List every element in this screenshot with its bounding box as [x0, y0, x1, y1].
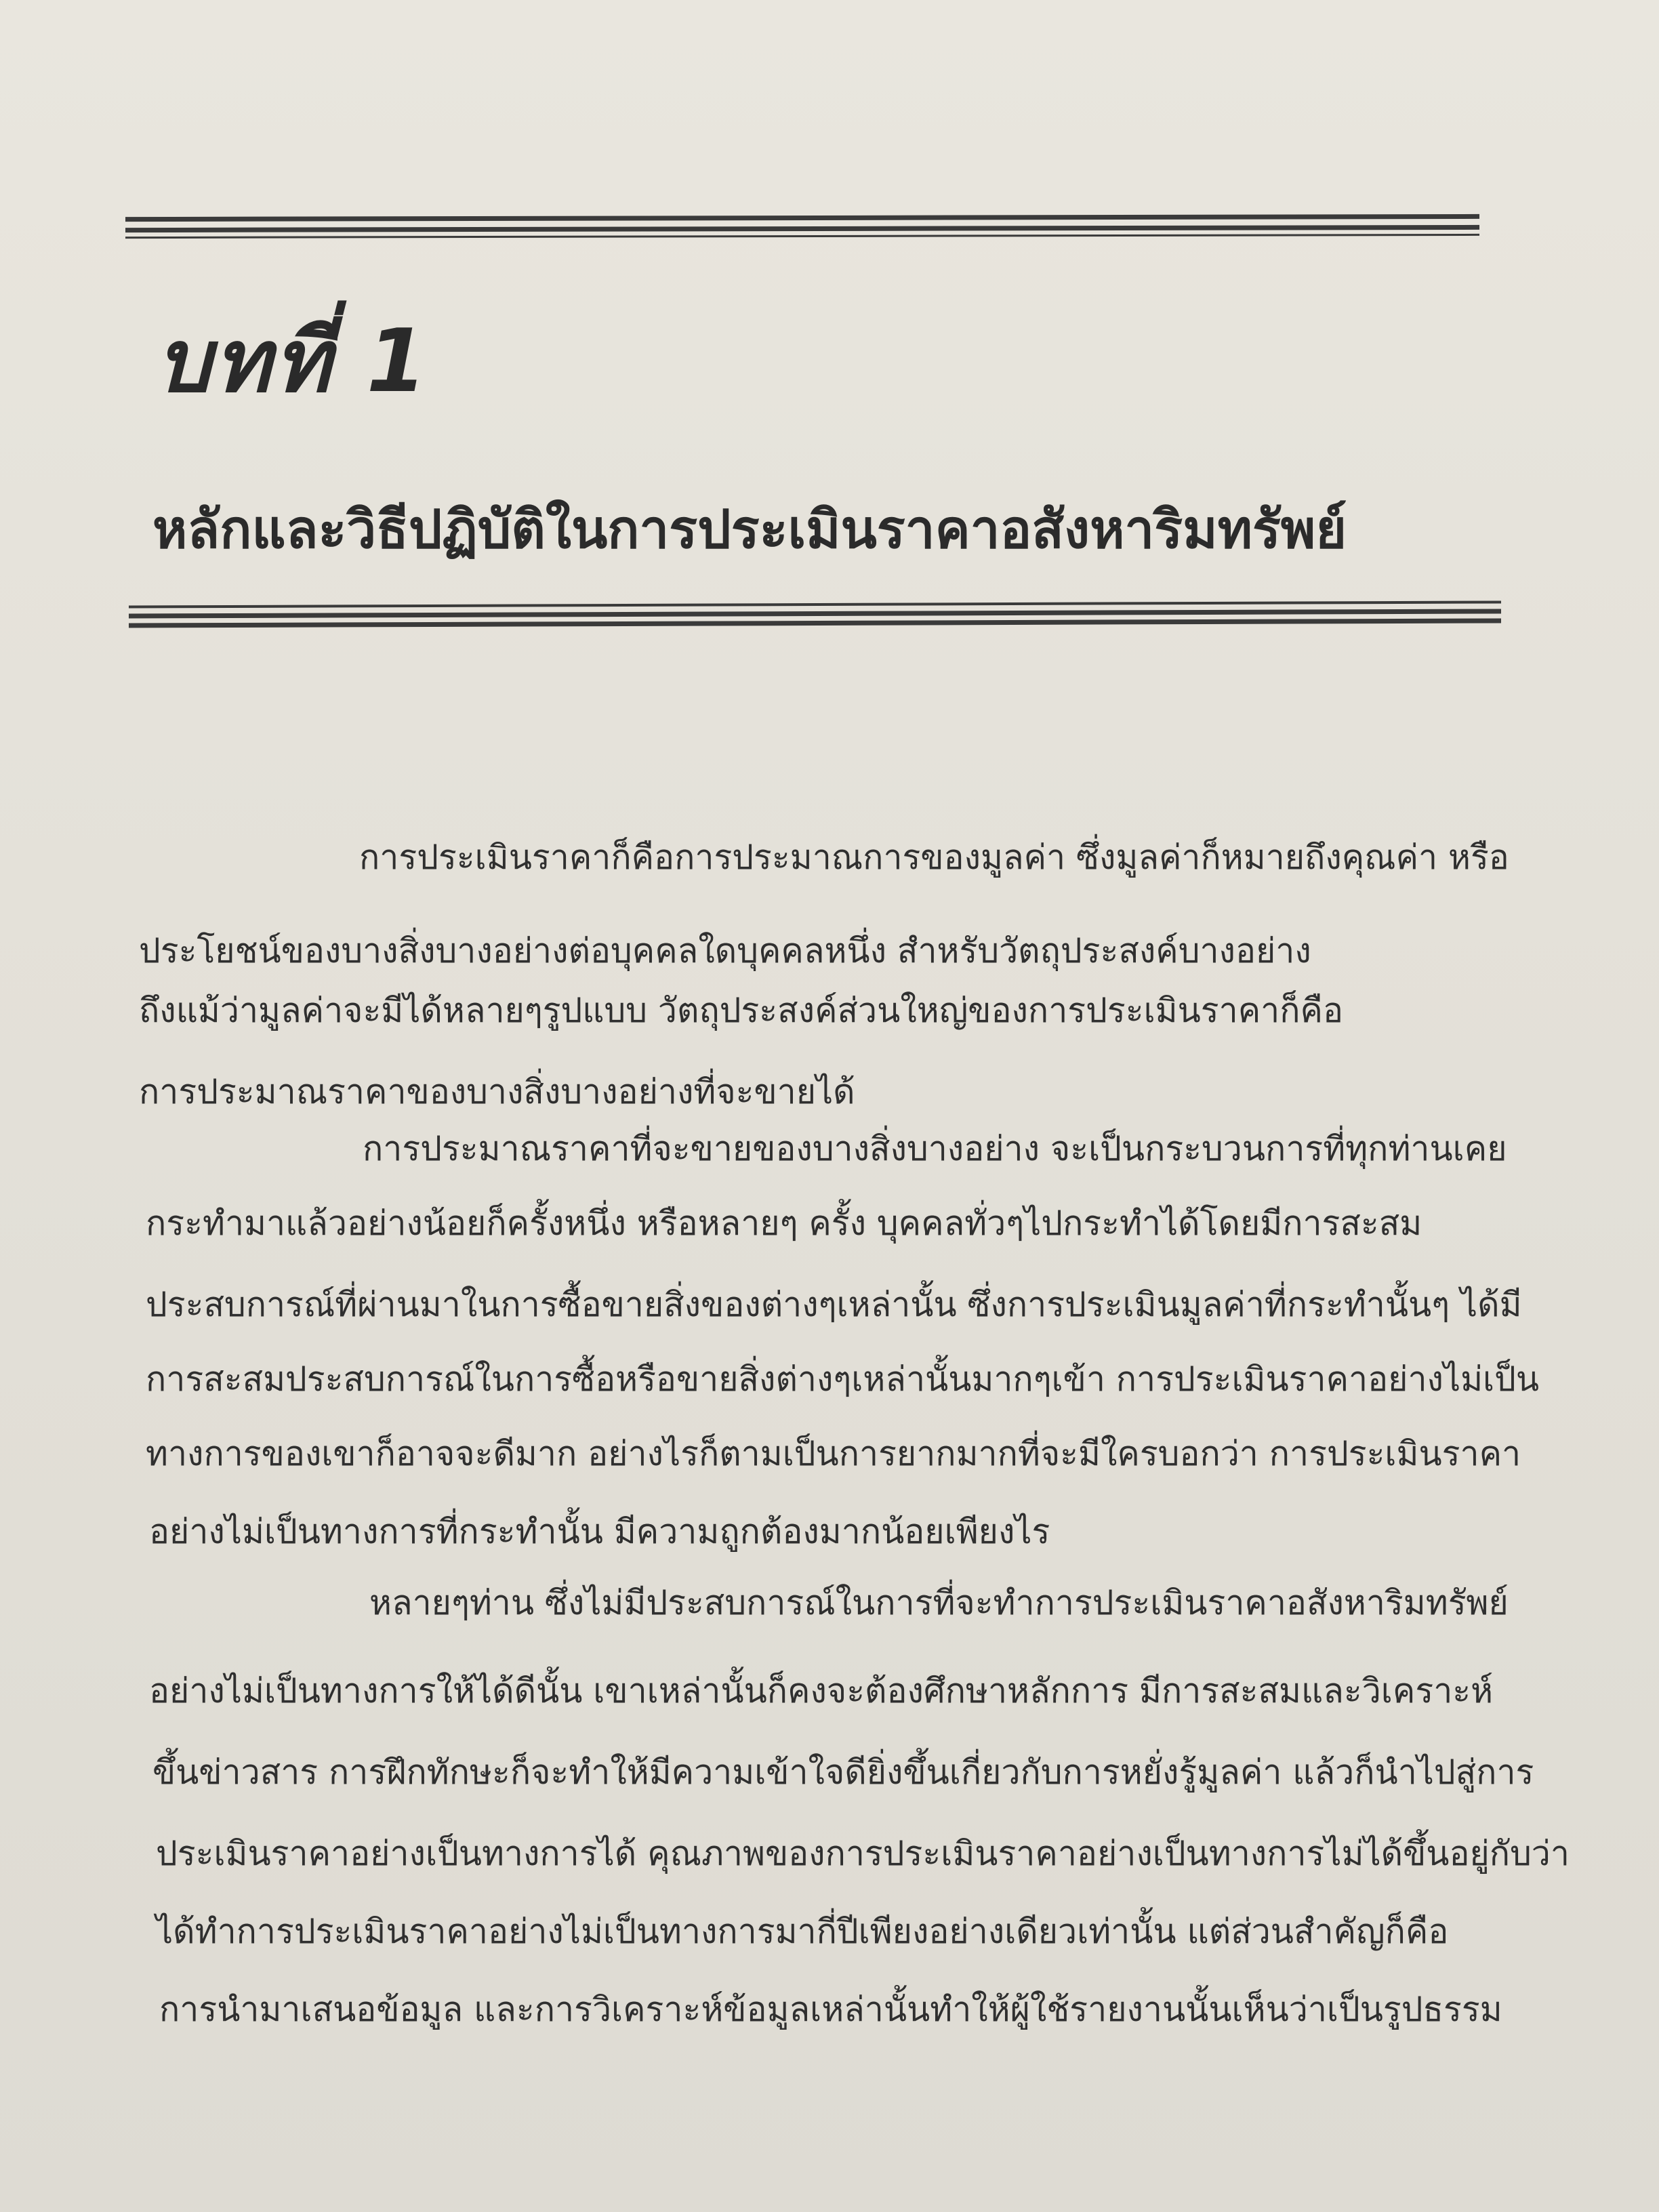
text-line: การประมาณราคาที่จะขายของบางสิ่งบางอย่าง จะเป็นกระบวนการที่ทุกท่านเคย: [363, 1129, 1507, 1168]
chapter-heading: บทที่ 1: [156, 311, 430, 412]
text-line: ประเมินราคาอย่างเป็นทางการได้ คุณภาพของการประเมินราคาอย่างเป็นทางการไม่ได้ขึ้นอยู่กับว่า: [156, 1834, 1570, 1873]
text-line: ขึ้นข่าวสาร การฝึกทักษะก็จะทำให้มีความเข้าใจดียิ่งขึ้นเกี่ยวกับการหยั่งรู้มูลค่า แล้วก็นำไปสู่การ: [152, 1753, 1534, 1792]
text-line: กระทำมาแล้วอย่างน้อยก็ครั้งหนึ่ง หรือหลายๆ ครั้ง บุคคลทั่วๆไปกระทำได้โดยมีการสะสม: [146, 1204, 1422, 1243]
text-line: ทางการของเขาก็อาจจะดีมาก อย่างไรก็ตามเป็นการยากมากที่จะมีใครบอกว่า การประเมินราคา: [146, 1434, 1521, 1473]
text-line: ถึงแม้ว่ามูลค่าจะมีได้หลายๆรูปแบบ วัตถุประสงค์ส่วนใหญ่ของการประเมินราคาก็คือ: [139, 991, 1344, 1030]
text-line: อย่างไม่เป็นทางการที่กระทำนั้น มีความถูกต้องมากน้อยเพียงไร: [149, 1512, 1050, 1551]
text-line: หลายๆท่าน ซึ่งไม่มีประสบการณ์ในการที่จะทำการประเมินราคาอสังหาริมทรัพย์: [369, 1583, 1509, 1622]
text-line: การประเมินราคาก็คือการประมาณการของมูลค่า ซึ่งมูลค่าก็หมายถึงคุณค่า หรือ: [359, 838, 1509, 877]
top-double-rule: [0, 216, 1659, 249]
text-line: ประสบการณ์ที่ผ่านมาในการซื้อขายสิ่งของต่างๆเหล่านั้น ซึ่งการประเมินมูลค่าที่กระทำนั้นๆ ได้มี: [146, 1285, 1522, 1324]
text-line: ได้ทำการประเมินราคาอย่างไม่เป็นทางการมากี่ปีเพียงอย่างเดียวเท่านั้น แต่ส่วนสำคัญก็คือ: [156, 1912, 1449, 1951]
text-line: การประมาณราคาของบางสิ่งบางอย่างที่จะขายได้: [139, 1072, 855, 1111]
text-line: การนำมาเสนอข้อมูล และการวิเคราะห์ข้อมูลเหล่านั้นทำให้ผู้ใช้รายงานนั้นเห็นว่าเป็นรูปธรรม: [159, 1990, 1502, 2029]
bottom-double-rule: [0, 596, 1659, 637]
text-line: การสะสมประสบการณ์ในการซื้อหรือขายสิ่งต่างๆเหล่านั้นมากๆเข้า การประเมินราคาอย่างไม่เป็น: [146, 1359, 1540, 1399]
text-line: ประโยชน์ของบางสิ่งบางอย่างต่อบุคคลใดบุคคลหนึ่ง สำหรับวัตถุประสงค์บางอย่าง: [139, 931, 1311, 970]
text-line: อย่างไม่เป็นทางการให้ได้ดีนั้น เขาเหล่านั้นก็คงจะต้องศึกษาหลักการ มีการสะสมและวิเคราะห์: [149, 1671, 1494, 1711]
chapter-title: หลักและวิธีปฏิบัติในการประเมินราคาอสังหาริมทรัพย์: [152, 499, 1347, 560]
